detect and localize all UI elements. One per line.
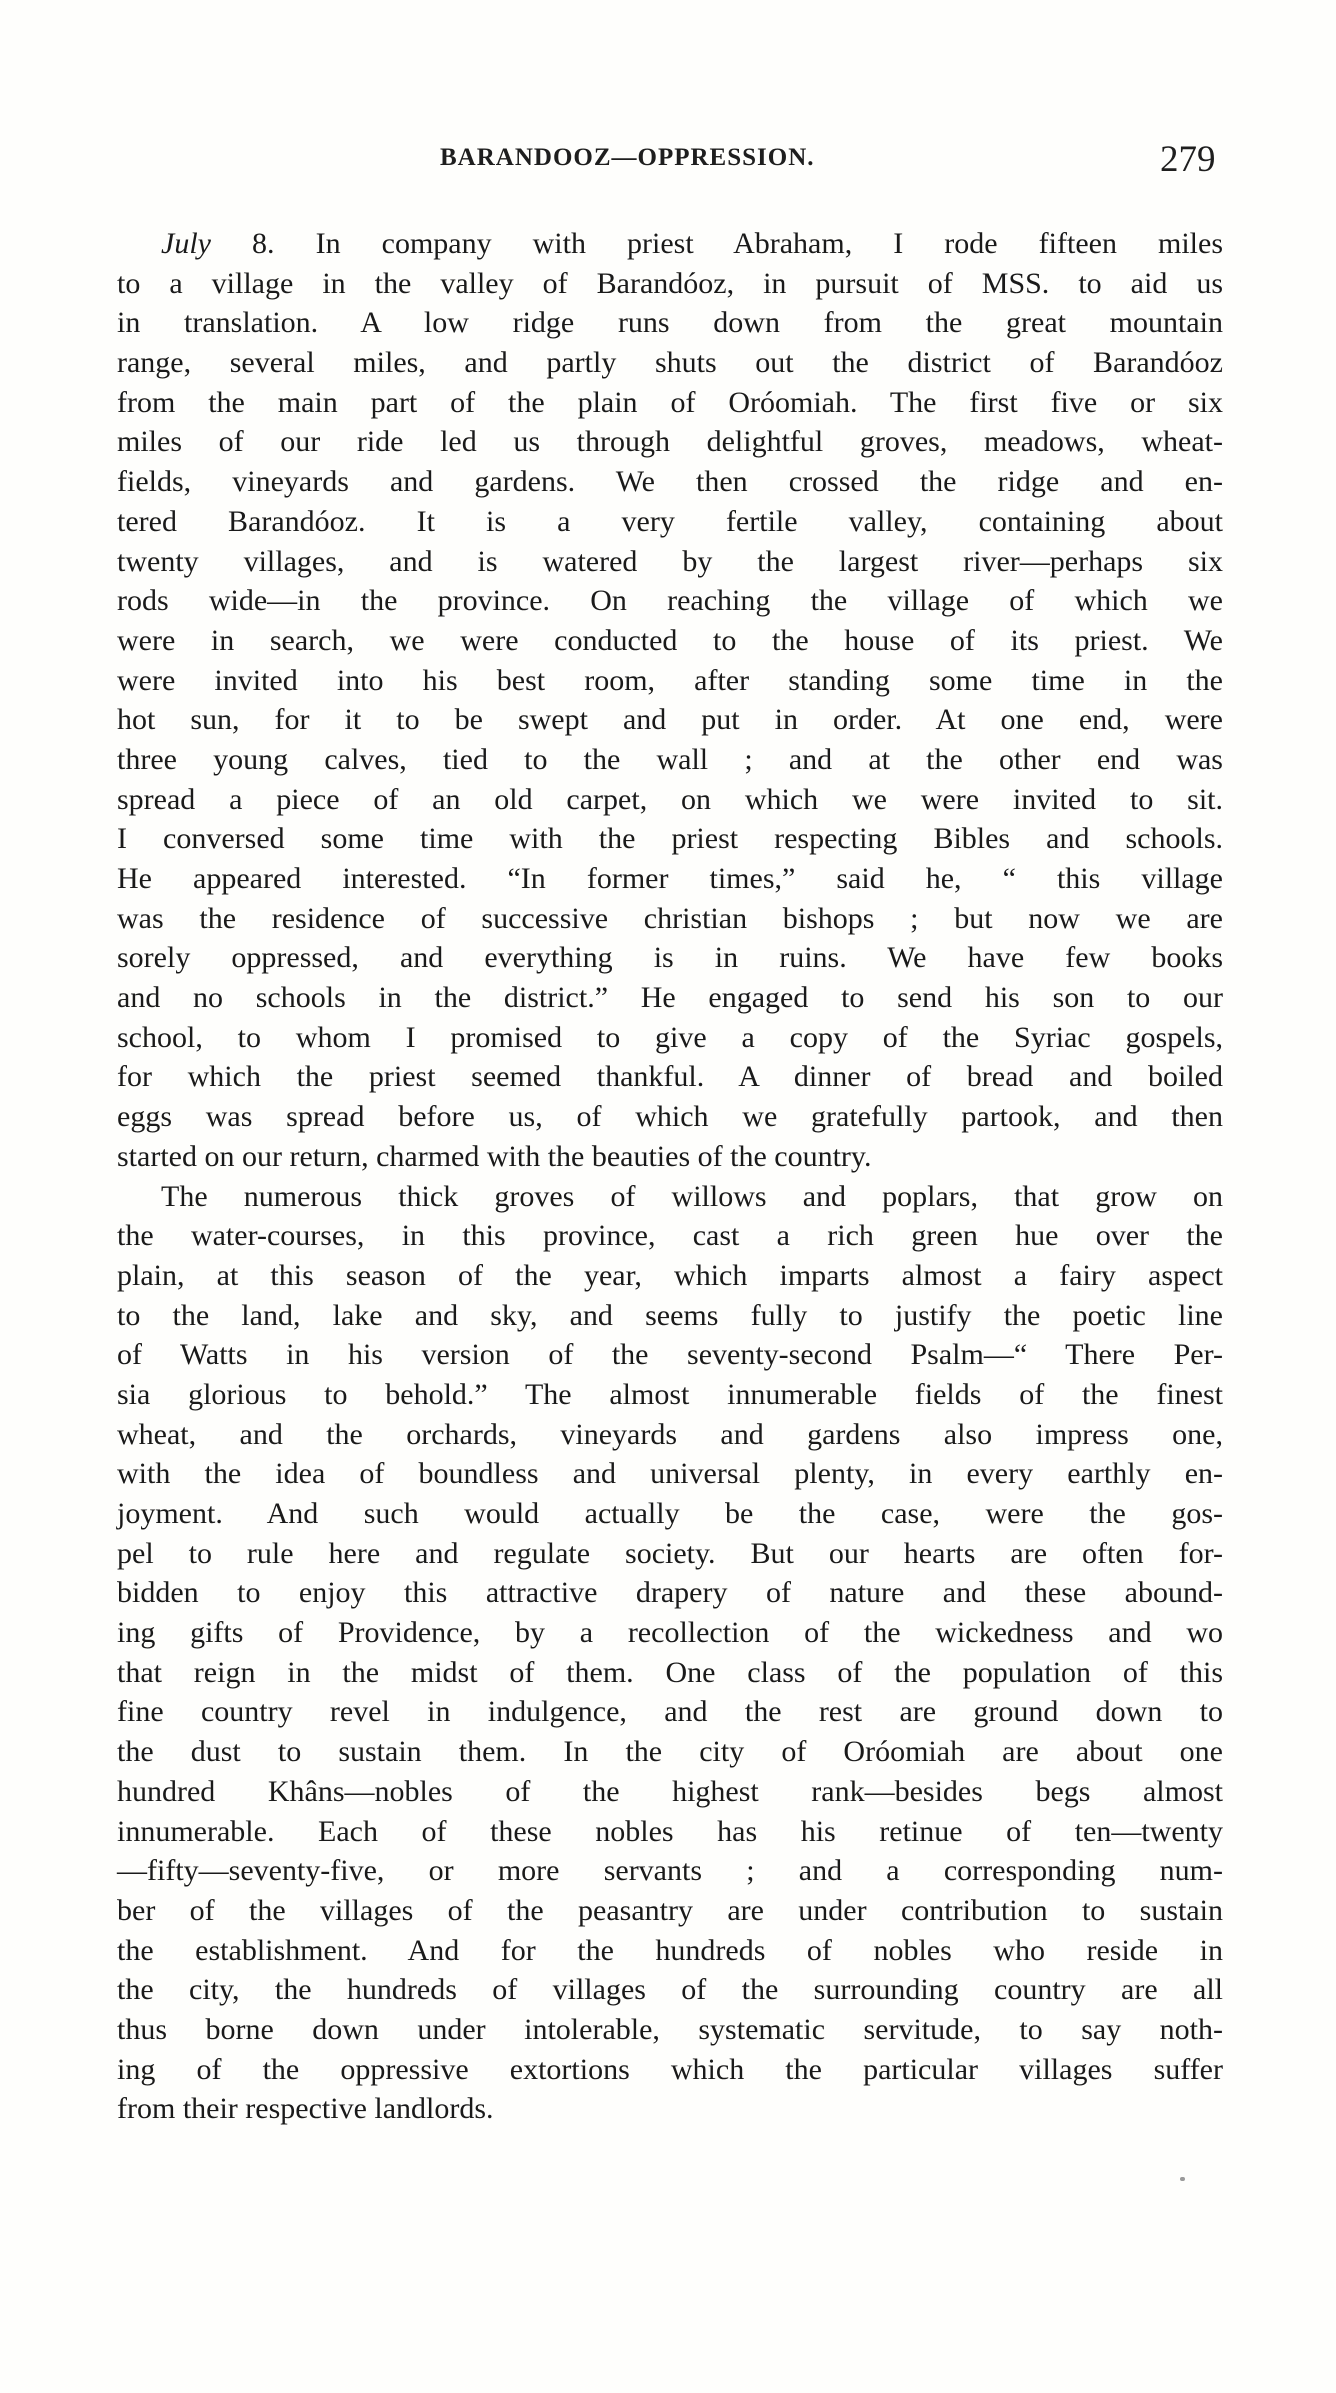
text-line: three young calves, tied to the wall ; and at the other end was [117,742,1223,776]
text-line: joyment. And such would actually be the case, were the gos- [117,1497,1223,1530]
paragraph-1 [117,224,1223,1177]
text-line: innumerable. Each of these nobles has his retinue of ten—twenty [117,1814,1223,1848]
text-line: from their respective landlords. [117,2092,494,2126]
text-line: bidden to enjoy this attractive drapery of nature and these abound- [117,1576,1223,1610]
text-line: the water-courses, in this province, cast a rich green hue over the [117,1219,1223,1253]
text-line: to the land, lake and sky, and seems fully to justify the poetic line [117,1298,1223,1332]
text-line: were invited into his best room, after standing some time in the [117,663,1223,697]
text-line: hot sun, for it to be swept and put in order. At one end, were [117,703,1223,737]
text-line: of Watts in his version of the seventy-second Psalm—“ There Per- [117,1338,1223,1372]
text-line: that reign in the midst of them. One class of the population of this [117,1655,1223,1689]
running-head [0,138,1336,182]
page-number: 279 [1160,139,1216,180]
text-line: wheat, and the orchards, vineyards and gardens also impress one, [117,1417,1223,1451]
paragraph-2 [117,1177,1223,2130]
text-line: ing gifts of Providence, by a recollection of the wickedness and wo [117,1616,1223,1650]
text-line: fine country revel in indulgence, and the rest are ground down to [117,1695,1223,1729]
text-line: hundred Khâns—nobles of the highest rank—besides begs almost [117,1774,1223,1808]
text-line: from the main part of the plain of Oróomiah. The first five or six [117,385,1223,419]
text-line: and no schools in the district.” He engaged to send his son to our [117,981,1223,1015]
text-line: were in search, we were conducted to the house of its priest. We [117,623,1223,657]
text-line: the dust to sustain them. In the city of Oróomiah are about one [117,1735,1223,1769]
text-line: pel to rule here and regulate society. But our hearts are often for- [117,1536,1223,1570]
text-line: was the residence of successive christian bishops ; but now we are [117,901,1223,935]
date-word: July [161,227,211,260]
text-line: tered Barandóoz. It is a very fertile valley, containing about [117,504,1223,538]
text-line: The numerous thick groves of willows and poplars, that grow on [161,1179,1223,1213]
text-line: ber of the villages of the peasantry are under contribution to sustain [117,1893,1223,1927]
text-line: the city, the hundreds of villages of the surrounding country are all [117,1973,1223,2007]
text-line: rods wide—in the province. On reaching the village of which we [117,584,1223,618]
text-line: sorely oppressed, and everything is in ruins. We have few books [117,941,1223,975]
text-line: started on our return, charmed with the beauties of the country. [117,1139,872,1173]
text-line: for which the priest seemed thankful. A dinner of bread and boiled [117,1060,1223,1094]
text-line: to a village in the valley of Barandóoz, in pursuit of MSS. to aid us [117,266,1223,300]
text-line: —fifty—seventy-five, or more servants ; and a corresponding num- [117,1854,1223,1888]
text-line: thus borne down under intolerable, systematic servitude, to say noth- [117,2012,1223,2046]
text-line: with the idea of boundless and universal plenty, in every earthly en- [117,1457,1223,1491]
text-line: plain, at this season of the year, which imparts almost a fairy aspect [117,1258,1223,1292]
text-line: the establishment. And for the hundreds of nobles who reside in [117,1933,1223,1967]
text-line: ing of the oppressive extortions which the particular villages suffer [117,2052,1223,2086]
text-line: school, to whom I promised to give a copy of the Syriac gospels, [117,1020,1223,1054]
line-text: 8. In company with priest Abraham, I rode fifteen miles [210,227,1223,260]
ink-speck [1180,2177,1185,2181]
body-text [117,224,1223,2129]
text-line: range, several miles, and partly shuts out the district of Barandóoz [117,346,1223,380]
text-line: sia glorious to behold.” The almost innumerable fields of the finest [117,1377,1223,1411]
text-line: spread a piece of an old carpet, on which we were invited to sit. [117,782,1223,816]
text-line: miles of our ride led us through delightful groves, meadows, wheat- [117,425,1223,459]
text-line: fields, vineyards and gardens. We then crossed the ridge and en- [117,465,1223,499]
text-line: eggs was spread before us, of which we gratefully partook, and then [117,1100,1223,1134]
text-line: He appeared interested. “In former times,” said he, “ this village [117,862,1223,895]
text-line [117,224,1223,264]
text-line: twenty villages, and is watered by the largest river—perhaps six [117,544,1223,578]
running-title: BARANDOOZ—OPPRESSION. [440,144,815,171]
text-line: in translation. A low ridge runs down from the great mountain [117,306,1223,340]
text-line: I conversed some time with the priest respecting Bibles and schools. [117,822,1223,856]
